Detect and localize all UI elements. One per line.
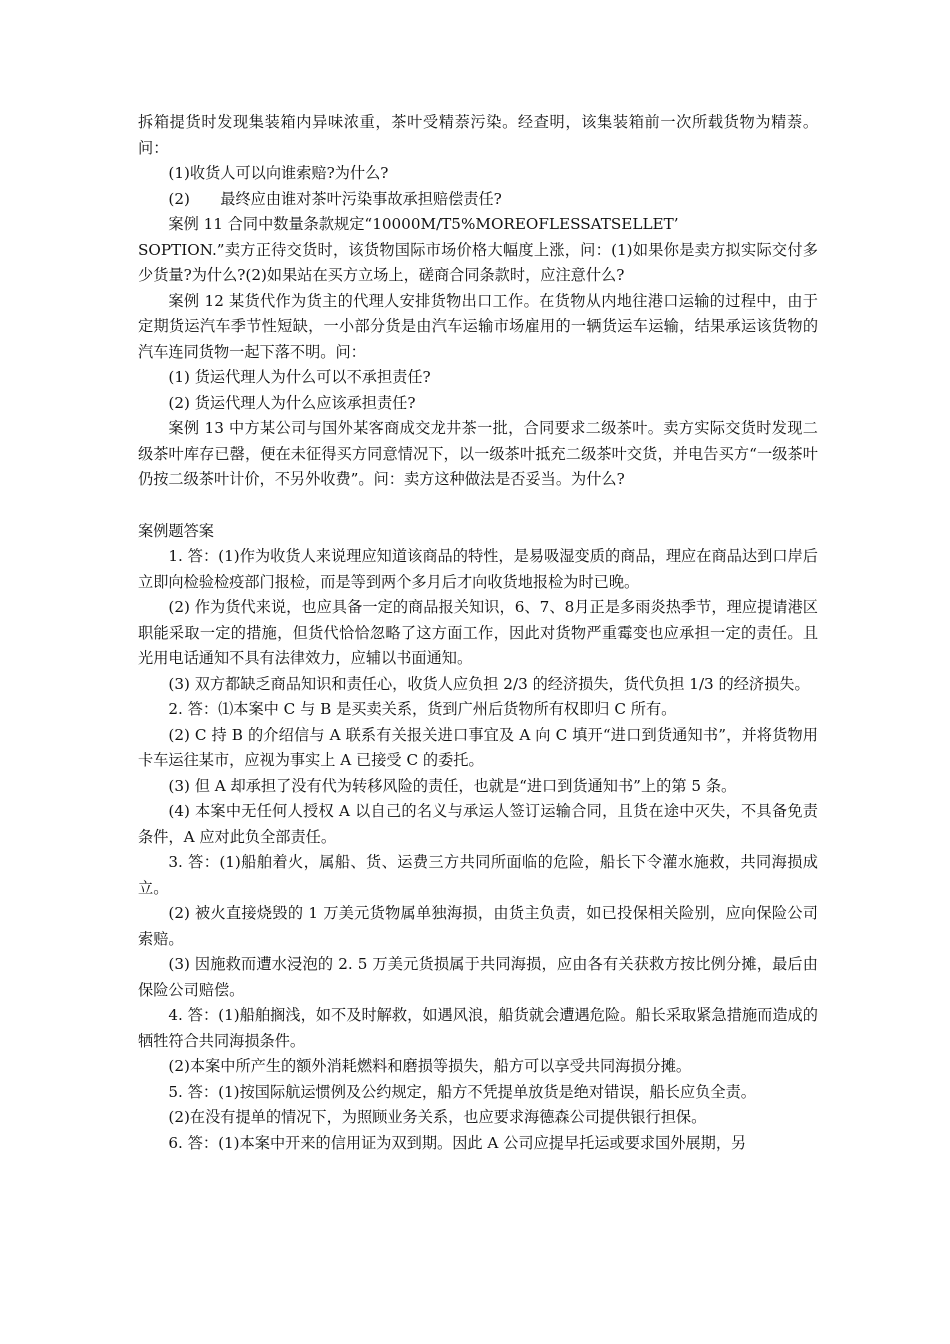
question-item: (2) 货运代理人为什么应该承担责任?	[168, 393, 416, 412]
answer-paragraph: 5. 答：(1)按国际航运惯例及公约规定，船方不凭提单放货是绝对错误，船长应负全责。	[168, 1082, 756, 1101]
spacer	[138, 493, 818, 519]
answer-paragraph: (3) 因施救而遭水浸泡的 2. 5 万美元货损属于共同海损，应由各有关获救方按比例分摊，最后由保险公司赔偿。	[138, 955, 818, 999]
question-item: (2) 最终应由谁对茶叶污染事故承担赔偿责任?	[168, 189, 502, 208]
answer-paragraph: (3) 双方都缺乏商品知识和责任心，收货人应负担 2/3 的经济损失，货代负担 1/3 的经济损失。	[168, 674, 810, 693]
case-paragraph: 案例 12 某货代作为货主的代理人安排货物出口工作。在货物从内地往港口运输的过程中，由于定期货运汽车季节性短缺，一小部分货是由汽车运输市场雇用的一辆货运车运输，结果承运该货物的汽车连同货物一起下落不明。问：	[138, 291, 818, 361]
question-item: (1)收货人可以向谁索赔?为什么?	[168, 164, 389, 182]
answer-paragraph: 3. 答：(1)船舶着火，属船、货、运费三方共同所面临的危险，船长下令灌水施救，共同海损成立。	[138, 853, 818, 897]
question-item: (1) 货运代理人为什么可以不承担责任?	[168, 368, 431, 386]
answer-paragraph: 6. 答：(1)本案中开来的信用证为双到期。因此 A 公司应提早托运或要求国外展期，另	[168, 1133, 747, 1152]
answer-paragraph: 4. 答：(1)船舶搁浅，如不及时解救，如遇风浪，船货就会遭遇危险。船长采取紧急措施而造成的牺牲符合共同海损条件。	[138, 1006, 818, 1050]
answer-paragraph: (2) 作为货代来说，也应具备一定的商品报关知识，6、7、8月正是多雨炎热季节，理应提请港区职能采取一定的措施，但货代恰恰忽略了这方面工作，因此对货物严重霉变也应承担一定的责任。且光用电话通知不具有法律效力，应辅以书面通知。	[138, 598, 818, 667]
answer-paragraph: (2)本案中所产生的额外消耗燃料和磨损等损失，船方可以享受共同海损分摊。	[168, 1057, 692, 1075]
case-paragraph: 案例 11 合同中数量条款规定“10000M/T5%MOREOFLESSATSELLET’	[168, 215, 679, 233]
answer-paragraph: 2. 答：⑴本案中 C 与 B 是买卖关系，货到广州后货物所有权即归 C 所有。	[168, 700, 677, 718]
document-page	[138, 110, 818, 1156]
answer-paragraph: (2) 被火直接烧毁的 1 万美元货物属单独海损，由货主负责，如已投保相关险别，应向保险公司索赔。	[138, 904, 818, 948]
answer-paragraph: 1. 答：(1)作为收货人来说理应知道该商品的特性，是易吸湿变质的商品，理应在商品达到口岸后立即向检验检疫部门报检，而是等到两个多月后才向收货地报检为时已晚。	[138, 547, 818, 591]
answers-heading: 案例题答案	[138, 521, 214, 540]
answer-paragraph: (2)在没有提单的情况下，为照顾业务关系，也应要求海德森公司提供银行担保。	[168, 1108, 707, 1126]
answer-paragraph: (4) 本案中无任何人授权 A 以自己的名义与承运人签订运输合同，且货在途中灭失，不具备免责条件，A 应对此负全部责任。	[138, 802, 818, 846]
case-paragraph: 案例 13 中方某公司与国外某客商成交龙井茶一批，合同要求二级茶叶。卖方实际交货时发现二级茶叶库存已罄，便在未征得买方同意情况下，以一级茶叶抵充二级茶叶交货，并电告买方“一级茶叶仍按二级茶叶计价，不另外收费”。问：卖方这种做法是否妥当。为什么?	[138, 419, 818, 488]
answer-paragraph: (3) 但 A 却承担了没有代为转移风险的责任，也就是“进口到货通知书”上的第 5 条。	[168, 776, 737, 795]
paragraph: SOPTION.”卖方正待交货时，该货物国际市场价格大幅度上涨，问：(1)如果你是卖方拟实际交付多少货量?为什么?(2)如果站在买方立场上，磋商合同条款时，应注意什么?	[138, 240, 818, 284]
paragraph: 拆箱提货时发现集装箱内异味浓重，茶叶受精萘污染。经查明，该集装箱前一次所载货物为精萘。问：	[138, 113, 818, 157]
answer-paragraph: (2) C 持 B 的介绍信与 A 联系有关报关进口事宜及 A 向 C 填开“进口到货通知书”，并将货物用卡车运往某市，应视为事实上 A 已接受 C 的委托。	[138, 725, 818, 769]
